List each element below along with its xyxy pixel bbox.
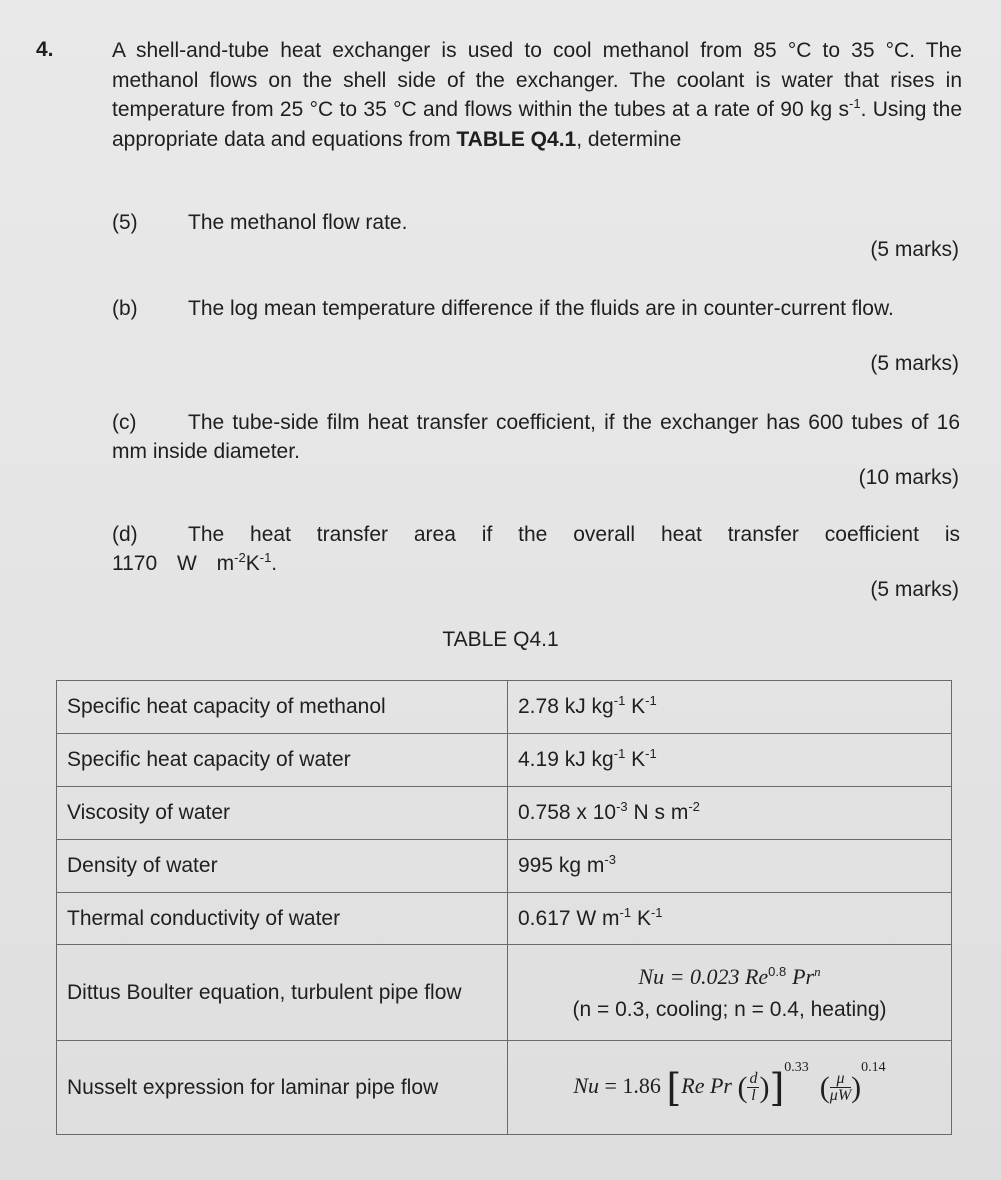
value-sup: -1 <box>650 904 663 920</box>
value-sup: -1 <box>613 746 626 761</box>
intro-main: A shell-and-tube heat exchanger is used to cool methanol from 85 °C to 35 °C. The methanol flows on the shell side of the exchanger. The coolant is water that rises in temperature from 25 °C to 35 °C and flows within the tubes at a rate of 90 kg s <box>112 39 962 121</box>
part-d <box>112 520 960 578</box>
value-text: 2.78 kJ kg <box>518 695 614 718</box>
eq-coef: = 0.023 <box>664 963 745 989</box>
table-row <box>57 840 952 893</box>
property-cell: Nusselt expression for laminar pipe flow <box>57 1041 508 1135</box>
exp-1: 0.33 <box>784 1059 809 1075</box>
nusselt-cell <box>508 1041 952 1135</box>
part-c-text: The tube-side film heat transfer coefficient, if the exchanger has 600 tubes of 16 mm inside diameter. <box>112 411 960 463</box>
question-number: 4. <box>36 38 54 61</box>
open-paren-icon: ( <box>819 1070 830 1104</box>
table-row <box>57 893 952 945</box>
property-cell: Density of water <box>57 840 508 893</box>
frac-num: μ <box>830 1071 851 1088</box>
frac-den: μW <box>829 1087 852 1104</box>
table-row-dittus <box>57 945 952 1041</box>
value-sup: -2 <box>688 799 700 814</box>
table-row <box>57 681 952 734</box>
close-paren-icon: ) <box>851 1070 862 1104</box>
value-sup: -1 <box>645 746 657 761</box>
nusselt-equation <box>573 1059 886 1110</box>
value-text: 0.758 x 10 <box>518 801 617 824</box>
value-cell <box>508 893 952 945</box>
value-text: K <box>625 695 646 718</box>
part-b <box>112 294 960 323</box>
part-d-text-a: The heat transfer area if the overall heat transfer coefficient is 1170 W m <box>112 523 960 575</box>
part-a-marks: (5 marks) <box>870 238 959 261</box>
part-b-label: (b) <box>112 297 138 320</box>
value-cell <box>508 787 952 840</box>
fraction-d-l <box>747 1071 759 1104</box>
value-cell <box>508 840 952 893</box>
part-c-marks: (10 marks) <box>858 466 959 489</box>
table-row <box>57 734 952 787</box>
value-cell <box>508 681 952 734</box>
close-paren-icon: ) <box>759 1070 770 1104</box>
part-a-label: (5) <box>112 211 138 234</box>
property-cell: Thermal conductivity of water <box>57 893 508 945</box>
eq-coef: = 1.86 <box>599 1072 667 1098</box>
value-text: K <box>631 906 651 930</box>
value-text: 4.19 kJ kg <box>518 748 614 771</box>
intro-sup: -1 <box>849 96 861 111</box>
exp-2: 0.14 <box>861 1059 886 1075</box>
frac-num: d <box>749 1070 758 1087</box>
part-b-text: The log mean temperature difference if the fluids are in counter-current flow. <box>188 297 894 320</box>
eq-nu: Nu <box>638 963 665 989</box>
value-sup: -1 <box>645 693 657 708</box>
table-row-nusselt <box>57 1041 952 1135</box>
value-sup: -3 <box>616 799 628 814</box>
part-d-text-c: . <box>271 552 278 575</box>
part-c-label: (c) <box>112 411 137 434</box>
frac-den: l <box>751 1087 756 1104</box>
eq-pr: Pr <box>792 963 815 989</box>
value-sup: -1 <box>613 693 626 708</box>
value-text: 0.617 W m <box>518 906 620 930</box>
eq-re-exp: 0.8 <box>768 963 787 979</box>
part-c <box>112 408 960 466</box>
part-a <box>112 208 960 237</box>
part-d-sup1: -2 <box>234 550 246 565</box>
intro-end: , determine <box>576 127 682 151</box>
dittus-equation <box>518 964 941 990</box>
dittus-note: (n = 0.3, cooling; n = 0.4, heating) <box>572 997 887 1021</box>
table-title: TABLE Q4.1 <box>442 628 559 651</box>
eq-re-pr: Re Pr <box>681 1072 732 1098</box>
question-intro <box>112 36 962 154</box>
eq-pr-exp: n <box>814 963 821 979</box>
close-bracket-icon: ] <box>769 1065 785 1110</box>
value-text: 995 kg m <box>518 854 605 877</box>
property-cell: Specific heat capacity of water <box>57 734 508 787</box>
eq-nu: Nu <box>573 1072 600 1098</box>
open-bracket-icon: [ <box>666 1065 682 1110</box>
part-d-marks: (5 marks) <box>870 578 959 601</box>
table-row <box>57 787 952 840</box>
value-text: K <box>625 748 646 771</box>
value-sup: -3 <box>604 852 616 867</box>
fraction-mu <box>830 1071 851 1104</box>
part-d-label: (d) <box>112 523 138 546</box>
value-sup: -1 <box>619 904 632 920</box>
property-cell: Dittus Boulter equation, turbulent pipe flow <box>57 945 508 1041</box>
dittus-cell <box>508 945 952 1041</box>
part-b-marks: (5 marks) <box>870 352 959 375</box>
properties-table <box>56 680 952 1135</box>
part-a-text: The methanol flow rate. <box>188 211 408 234</box>
property-cell: Specific heat capacity of methanol <box>57 681 508 734</box>
eq-re: Re <box>744 963 769 989</box>
value-text: N s m <box>627 801 689 824</box>
part-d-text-b: K <box>245 552 260 575</box>
intro-mid: . Using the appropriate data and equations from <box>112 98 963 151</box>
open-paren-icon: ( <box>737 1070 748 1104</box>
value-cell <box>508 734 952 787</box>
part-d-sup2: -1 <box>259 550 272 565</box>
intro-table-ref: TABLE Q4.1 <box>456 127 577 151</box>
property-cell: Viscosity of water <box>57 787 508 840</box>
